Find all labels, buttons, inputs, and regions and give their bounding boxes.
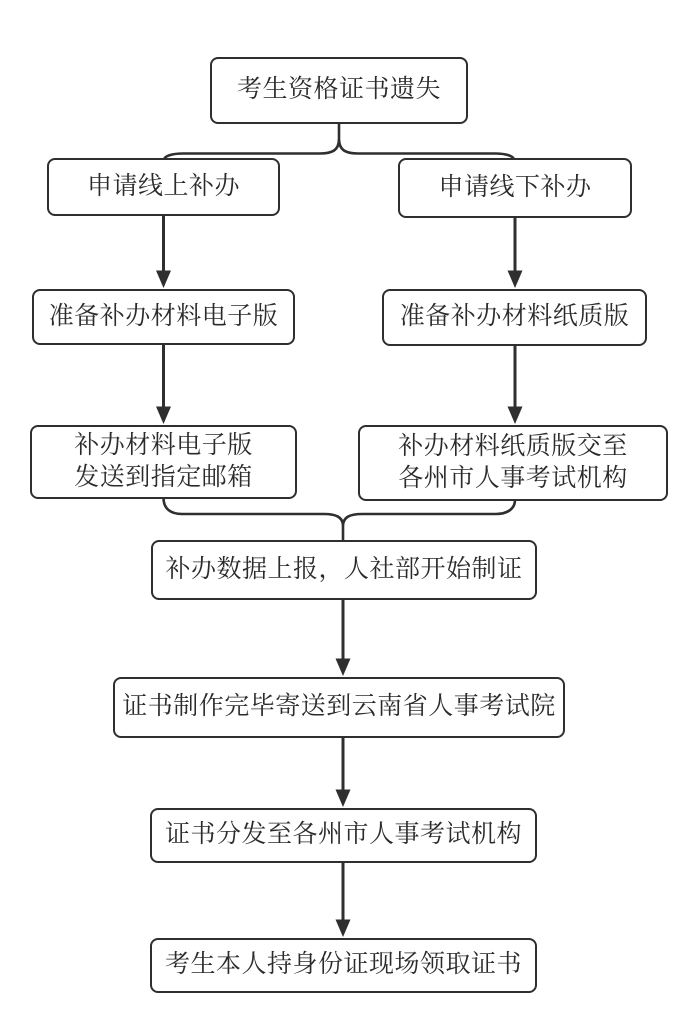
flow-node-certificate-distributed bbox=[150, 808, 537, 863]
flow-node-label: 证书分发至各州市人事考试机构 bbox=[164, 821, 522, 849]
arrow-prepare-to-send-email bbox=[156, 345, 171, 424]
flow-node-label: 准备补办材料纸质版 bbox=[399, 303, 630, 331]
flow-node-label: 考生资格证书遗失 bbox=[236, 76, 441, 104]
flow-node-label-line2: 各州市人事考试机构 bbox=[398, 465, 628, 492]
arrow-report-to-made bbox=[336, 600, 351, 676]
flow-node-send-to-email bbox=[30, 425, 297, 499]
flow-node-label-line1: 补办材料纸质版交至 bbox=[398, 432, 628, 460]
flow-node-pickup-certificate bbox=[150, 938, 537, 993]
split-brace-connector bbox=[164, 124, 514, 160]
flow-node-prepare-electronic bbox=[32, 289, 295, 345]
flow-node-label: 申请线上补办 bbox=[86, 172, 240, 200]
flow-node-label: 考生本人持身份证现场领取证书 bbox=[164, 951, 522, 979]
arrow-made-to-distribute bbox=[336, 738, 351, 807]
arrow-distribute-to-pickup bbox=[336, 863, 351, 937]
flow-node-data-report bbox=[151, 540, 537, 600]
flow-node-prepare-paper bbox=[382, 289, 647, 346]
flow-node-certificate-lost bbox=[210, 57, 468, 124]
flow-node-label-line2: 发送到指定邮箱 bbox=[74, 464, 253, 491]
merge-brace-connector bbox=[164, 498, 516, 540]
flow-node-label: 补办数据上报，人社部开始制证 bbox=[165, 555, 523, 583]
flow-node-label: 准备补办材料电子版 bbox=[48, 302, 279, 330]
arrow-prepare-to-submit-paper bbox=[508, 346, 523, 424]
flow-node-label: 申请线下补办 bbox=[438, 173, 592, 201]
arrow-online-to-prepare-electronic bbox=[156, 216, 171, 288]
flow-node-apply-online bbox=[47, 158, 280, 216]
flow-node-certificate-made bbox=[113, 677, 565, 738]
flow-node-apply-offline bbox=[398, 158, 632, 218]
flow-node-label: 证书制作完毕寄送到云南省人事考试院 bbox=[122, 693, 556, 721]
arrow-offline-to-prepare-paper bbox=[508, 218, 523, 288]
flow-node-submit-to-agency bbox=[358, 425, 668, 501]
flow-node-label-line1: 补办材料电子版 bbox=[74, 431, 253, 459]
